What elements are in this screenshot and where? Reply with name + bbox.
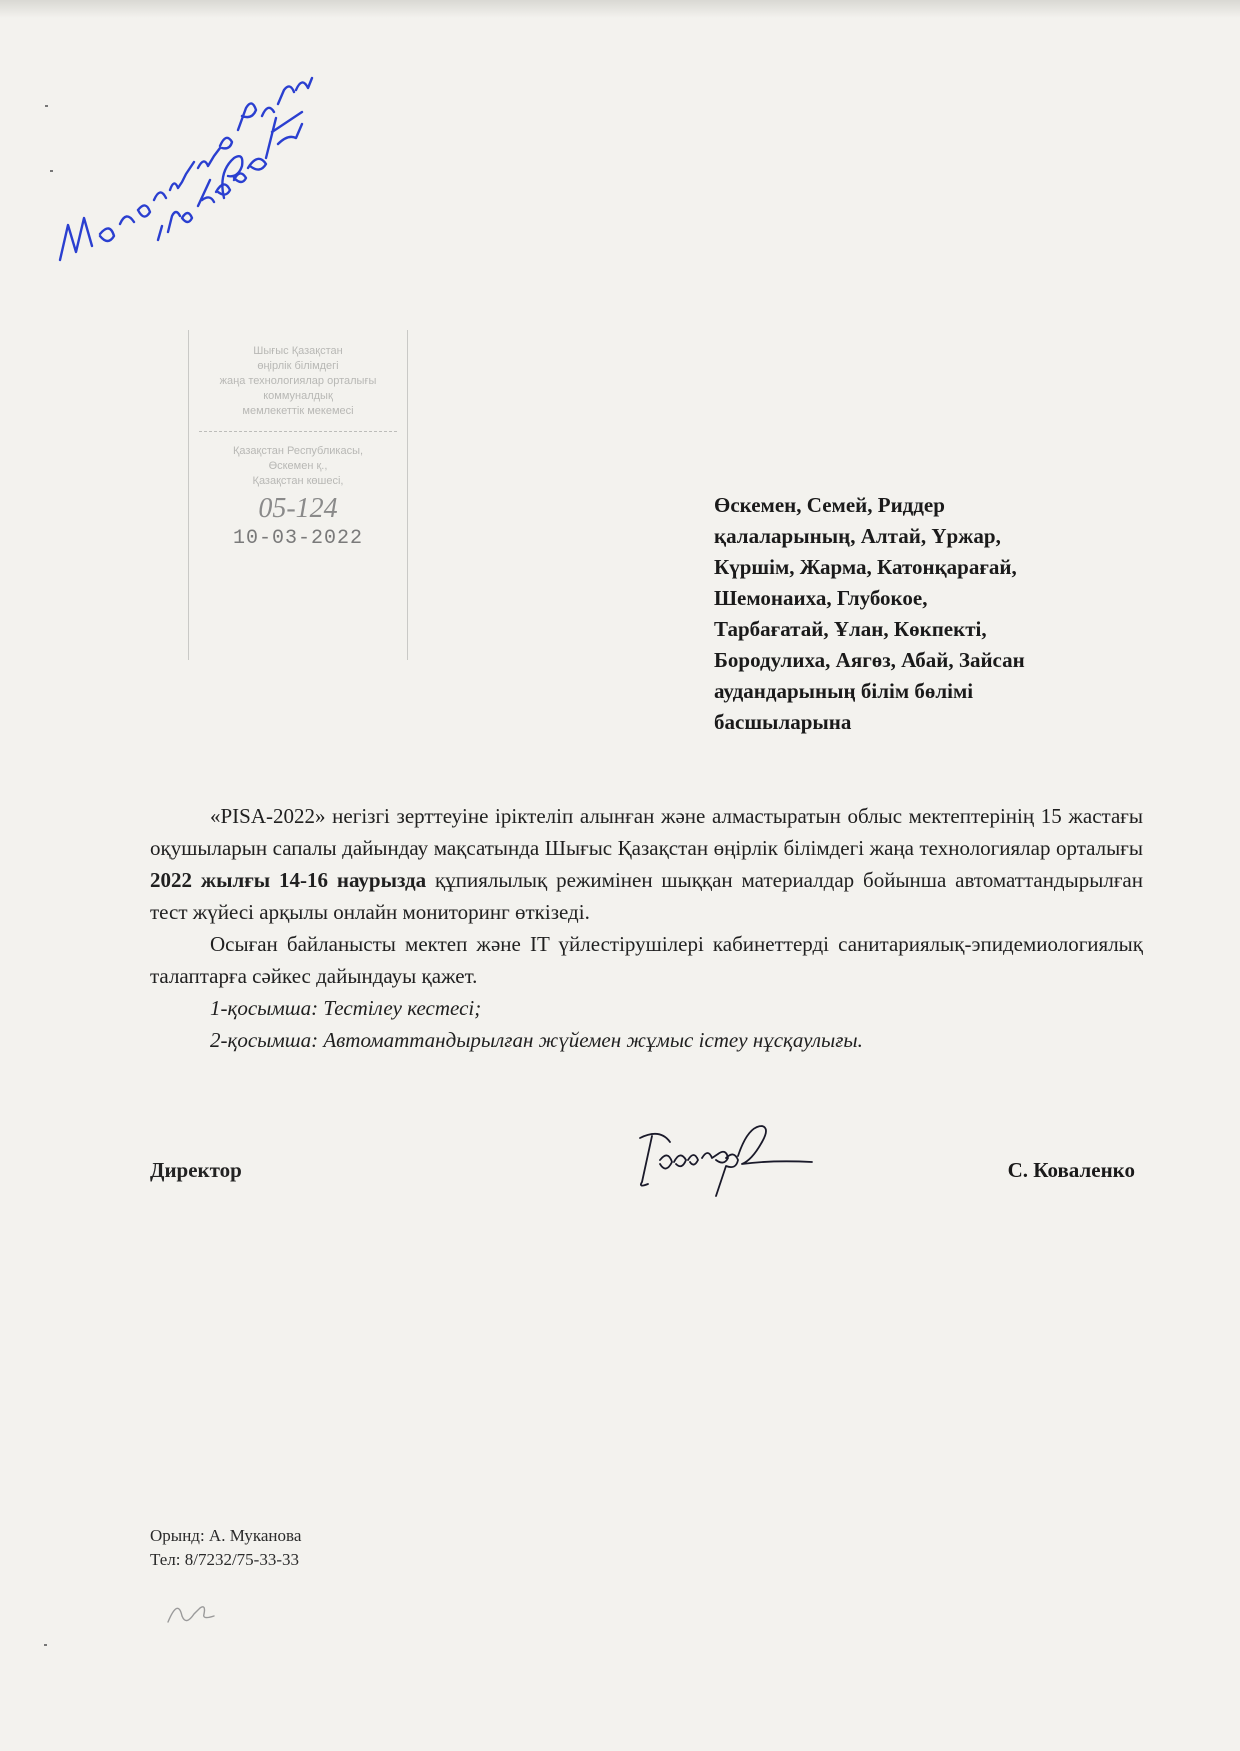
stamp-line: мемлекеттік мекемесі (242, 405, 354, 417)
stamp-line: өңірлік білімдегі (257, 360, 339, 372)
stamp-reg-date: 10-03-2022 (232, 527, 364, 550)
stamp-line: Өскемен қ., (268, 460, 328, 472)
scan-speck (45, 105, 48, 107)
stamp-line: Шығыс Қазақстан (253, 345, 343, 357)
addressee-line: Шемонаиха, Глубокое, (714, 586, 928, 610)
director-signature (630, 1120, 830, 1200)
attachment-2: 2-қосымша: Автоматтандырылған жүйемен жұмыс істеу нұсқаулығы. (210, 1028, 863, 1052)
stamp-line: Қазақстан көшесі, (252, 475, 344, 487)
addressee-line: Бородулиха, Аягөз, Абай, Зайсан (714, 648, 1025, 672)
executor-name: Орынд: А. Муканова (150, 1526, 302, 1545)
body-paragraph: Осыған байланысты мектеп және IT үйлестірушілері кабинеттерді санитариялық-эпидемиологиялық талаптарға сәйкес дайындауы қажет. (150, 932, 1143, 988)
stamp-line: Қазақстан Республикасы, (232, 445, 364, 457)
stamp-divider (199, 431, 397, 432)
body-text-run: «PISA-2022» негізгі зерттеуіне іріктеліп алынған және алмастыратын облыс мектептерінің 15 жастағы оқушыларын сапалы дайындау мақсатында Шығыс Қазақстан өңірлік білімдегі жаңа технологиялар орталығы (150, 804, 1143, 860)
handwritten-resolution (40, 20, 370, 290)
addressee-line: Өскемен, Семей, Риддер (714, 493, 945, 517)
scan-edge (0, 0, 1240, 18)
executor-block (150, 1524, 301, 1572)
addressee-line: аудандарының білім бөлімі (714, 679, 974, 703)
stamp-line: жаңа технологиялар орталығы (219, 375, 377, 387)
body-bold-date: 2022 жылғы 14-16 наурызда (150, 868, 427, 892)
body-paragraph (150, 800, 1143, 928)
signoff-title: Директор (150, 1158, 242, 1182)
letter-body (150, 800, 1143, 1056)
initials-mark (160, 1592, 240, 1632)
addressee-line: Тарбағатай, Ұлан, Көкпекті, (714, 617, 987, 641)
addressee-line: Күршім, Жарма, Катонқарағай, (714, 555, 1017, 579)
addressee-line: қалаларының, Алтай, Үржар, (714, 524, 1001, 548)
addressee-block (714, 490, 1154, 738)
signoff-name: С. Коваленко (1007, 1158, 1135, 1182)
addressee-line: басшыларына (714, 710, 852, 734)
registration-stamp (188, 330, 408, 660)
scan-speck (50, 170, 53, 172)
body-text-run: құпиялылық режимінен шыққан материалдар бойынша автоматтандырылған тест жүйесі арқылы онлайн мониторинг өткізеді. (150, 868, 1143, 924)
stamp-line: коммуналдық (263, 390, 333, 402)
stamp-reg-number: 05-124 (258, 493, 338, 524)
attachment-1: 1-қосымша: Тестілеу кестесі; (210, 996, 482, 1020)
scan-speck (44, 1644, 47, 1646)
executor-phone: Тел: 8/7232/75-33-33 (150, 1550, 300, 1569)
